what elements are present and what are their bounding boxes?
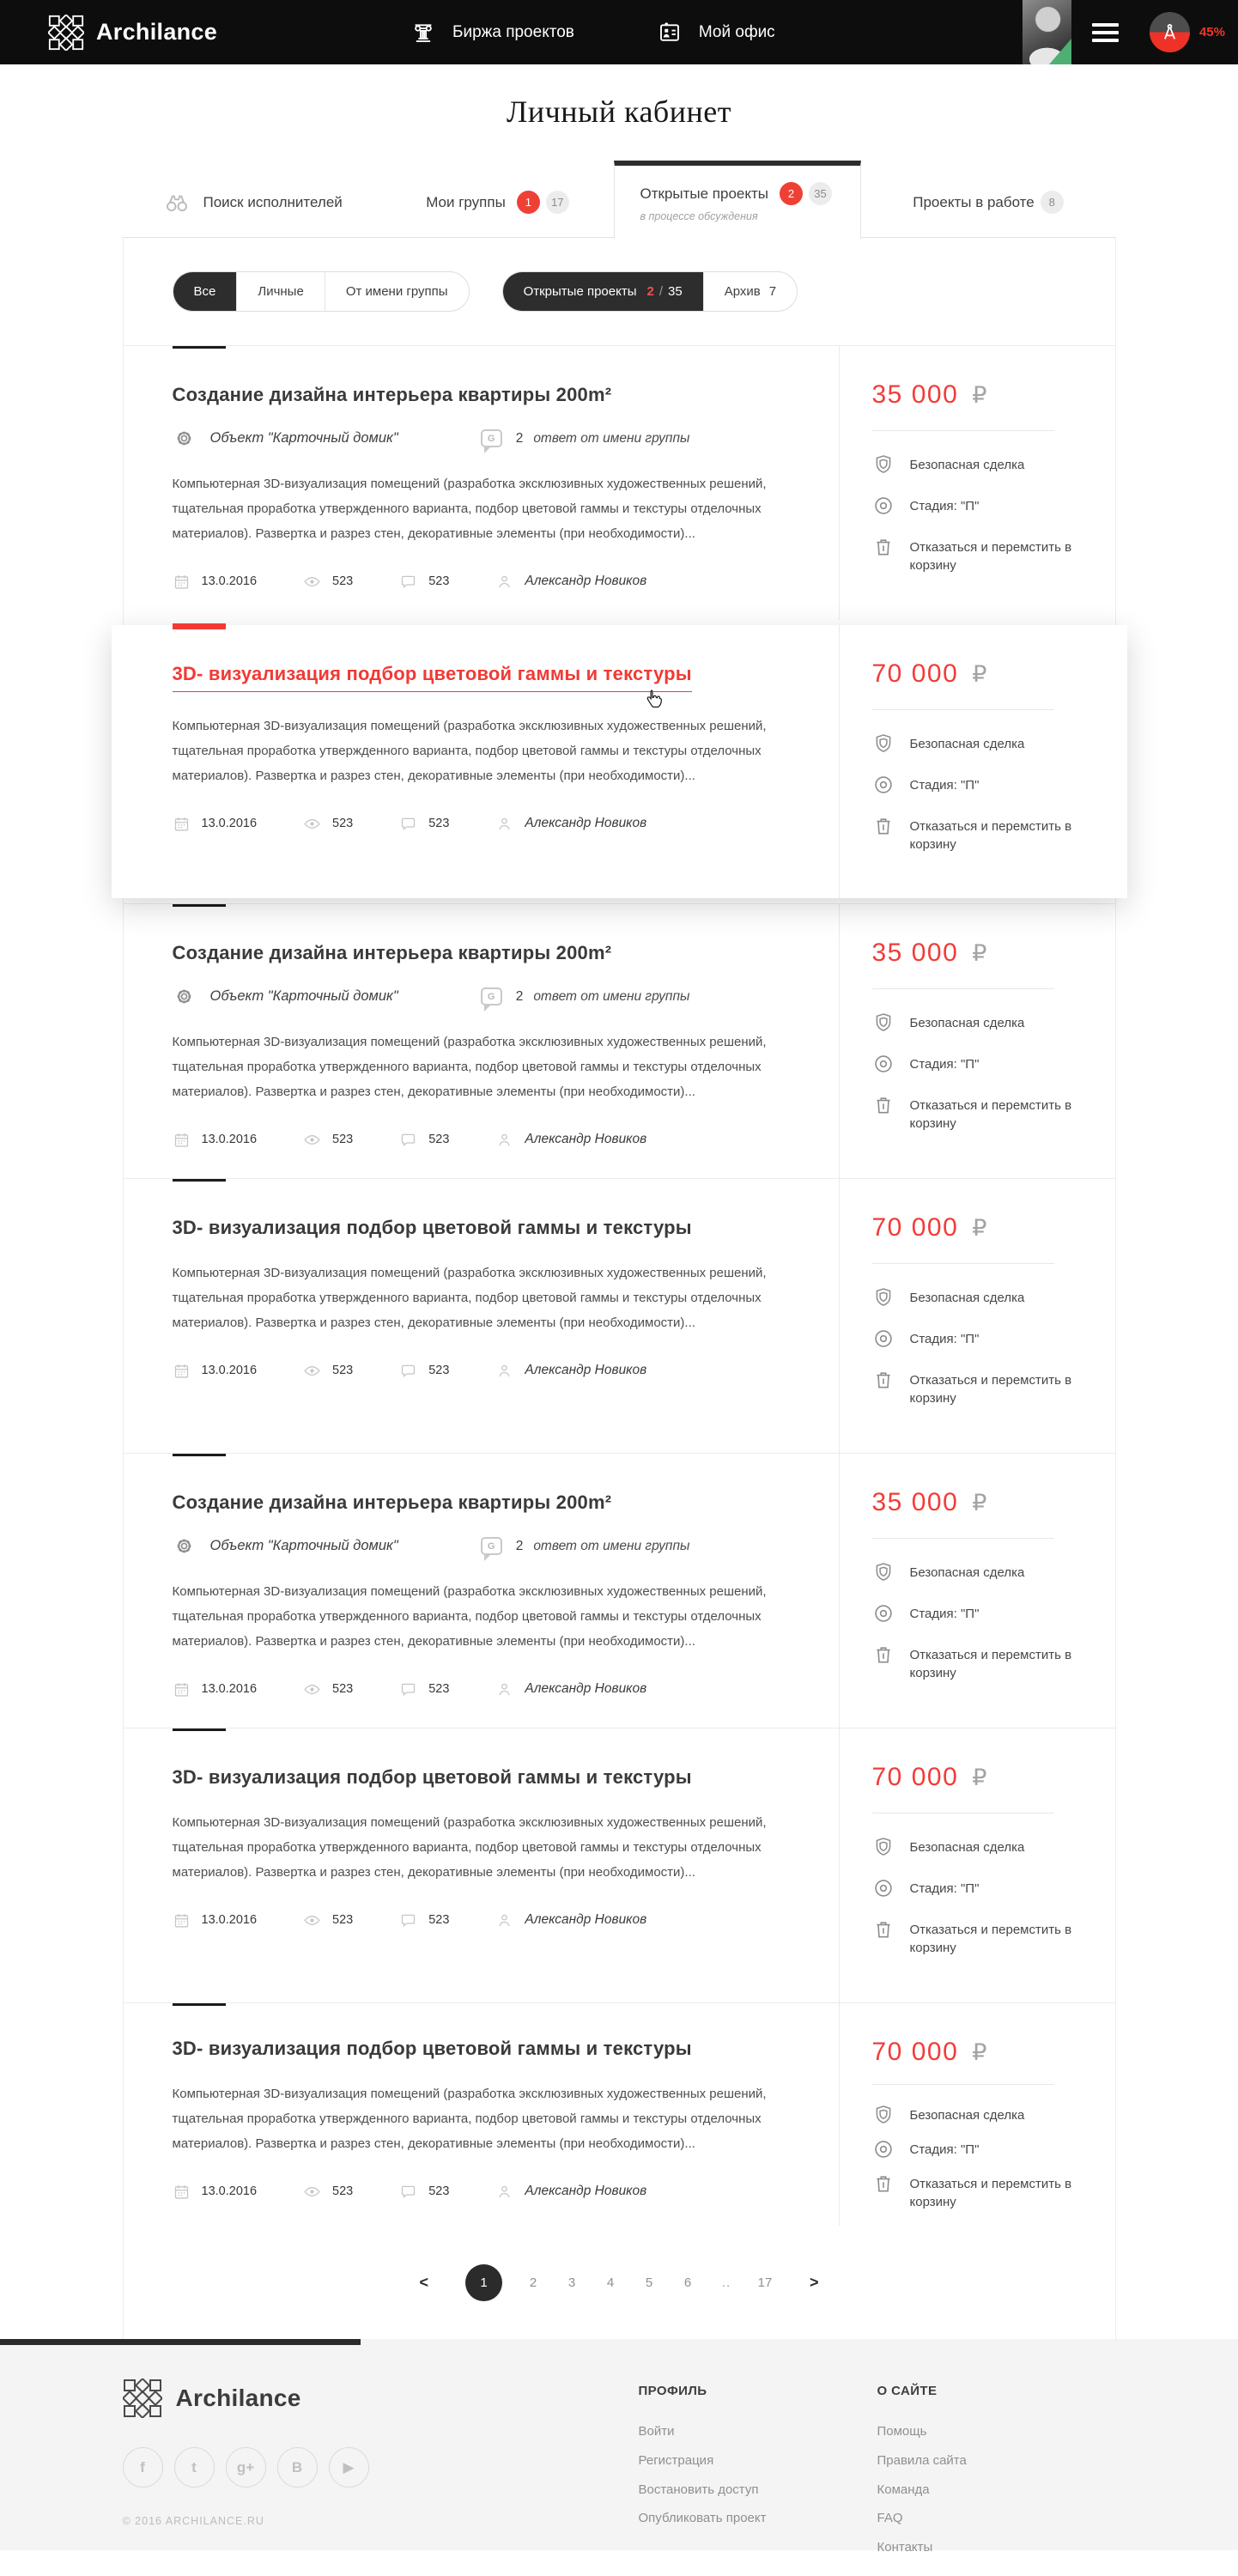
safe-deal bbox=[872, 732, 1093, 755]
stage bbox=[872, 1877, 1081, 1899]
filter-personal[interactable] bbox=[236, 272, 324, 311]
footer-link[interactable]: Команда bbox=[877, 2482, 930, 2497]
safe-deal-label: Безопасная сделка bbox=[909, 458, 1025, 472]
top-header bbox=[0, 0, 1238, 64]
compass-icon bbox=[1158, 21, 1181, 44]
project-price bbox=[872, 659, 1093, 689]
ruble-sign: ₽ bbox=[972, 382, 987, 408]
target-icon bbox=[872, 1877, 895, 1899]
stage-label: Стадия: "П" bbox=[909, 1607, 980, 1621]
ruble-sign: ₽ bbox=[972, 940, 987, 966]
twitter-icon[interactable]: t bbox=[174, 2447, 215, 2488]
tab-label: Поиск исполнителей bbox=[203, 193, 343, 210]
pagination-page-2[interactable]: 2 bbox=[529, 2275, 537, 2290]
price-amount: 70 000 bbox=[871, 1763, 959, 1791]
tab-panel bbox=[123, 238, 1116, 2339]
target-icon bbox=[872, 774, 895, 796]
tab-badge-gray: 8 bbox=[1041, 191, 1064, 214]
footer-link[interactable]: Востановить доступ bbox=[638, 2482, 759, 2497]
project-date: 13.0.2016 bbox=[201, 1133, 258, 1147]
avatar-online-corner bbox=[1049, 39, 1071, 64]
stage bbox=[872, 1327, 1081, 1350]
filter-label: Открытые проекты bbox=[523, 284, 637, 299]
project-object-label: Объект "Карточный домик" bbox=[209, 988, 398, 1004]
person-icon bbox=[495, 1131, 513, 1149]
footer-col-profile-title: ПРОФИЛЬ bbox=[638, 2384, 707, 2398]
shield-icon bbox=[872, 1836, 895, 1858]
project-price bbox=[872, 939, 1081, 968]
footer-link[interactable]: Контакты bbox=[877, 2540, 933, 2555]
reply-count: 2 bbox=[515, 1538, 524, 1553]
group-reply-icon: G bbox=[481, 429, 502, 447]
footer-col-about-title: О САЙТЕ bbox=[877, 2384, 938, 2398]
stage bbox=[872, 1602, 1081, 1625]
nav-project-exchange-label: Биржа проектов bbox=[452, 22, 574, 41]
profile-progress-badge[interactable] bbox=[1150, 12, 1190, 52]
reply-label: ответ от имени группы bbox=[533, 1538, 690, 1553]
pagination-ellipsis[interactable]: .. bbox=[721, 2275, 731, 2290]
target-icon bbox=[872, 1602, 895, 1625]
footer-link-columns bbox=[639, 2379, 1116, 2562]
stage-label: Стадия: "П" bbox=[909, 1332, 980, 1346]
gear-icon bbox=[173, 985, 196, 1008]
project-title[interactable]: Создание дизайна интерьера квартиры 200m² bbox=[172, 1492, 612, 1513]
safe-deal-label: Безопасная сделка bbox=[909, 1016, 1025, 1030]
copyright: © 2016 ARCHILANCE.RU bbox=[122, 2515, 264, 2527]
price-amount: 35 000 bbox=[871, 939, 959, 967]
remove-to-trash[interactable] bbox=[872, 1643, 1081, 1682]
group-reply-icon: G bbox=[481, 987, 502, 1005]
target-icon bbox=[872, 2138, 895, 2160]
ruble-sign: ₽ bbox=[972, 1490, 987, 1516]
ruble-sign: ₽ bbox=[972, 1765, 987, 1790]
mouse-cursor-icon bbox=[642, 687, 665, 710]
remove-to-trash-label: Отказаться и перемстить в корзину bbox=[909, 1648, 1072, 1680]
filter-label: Личные bbox=[258, 284, 304, 299]
comment-icon bbox=[399, 2183, 417, 2201]
project-description: Компьютерная 3D-визуализация помещений (разработка эксклюзивных художественных решений, тщательная проработка утвержденного варианта, подбор цветовой гаммы и текстуры отделочных материалов). Развертка и разрез стен, декоративные элементы (при необходимости)... bbox=[172, 477, 767, 541]
stage bbox=[872, 2138, 1081, 2160]
comment-icon bbox=[399, 1362, 417, 1380]
calendar-icon bbox=[173, 1362, 191, 1380]
project-author: Александр Новиков bbox=[525, 1363, 647, 1378]
project-description: Компьютерная 3D-визуализация помещений (разработка эксклюзивных художественных решений, тщательная проработка утвержденного варианта, подбор цветовой гаммы и текстуры отделочных материалов). Развертка и разрез стен, декоративные элементы (при необходимости)... bbox=[172, 2087, 767, 2151]
comment-icon bbox=[399, 1680, 417, 1698]
project-author: Александр Новиков bbox=[525, 574, 647, 589]
remove-to-trash[interactable] bbox=[872, 536, 1081, 574]
filter-count-red: 2 bbox=[646, 284, 654, 299]
tab-label: Мои группы bbox=[426, 193, 506, 210]
filter-count-total: 35 bbox=[668, 284, 683, 299]
reply-label: ответ от имени группы bbox=[533, 430, 690, 446]
project-author: Александр Новиков bbox=[525, 1132, 647, 1147]
views-count: 523 bbox=[332, 1133, 354, 1147]
pagination-next[interactable]: > bbox=[810, 2273, 819, 2291]
footer-link[interactable]: Войти bbox=[638, 2424, 675, 2439]
reply-count: 2 bbox=[515, 988, 524, 1004]
project-title[interactable]: 3D- визуализация подбор цветовой гаммы и текстуры bbox=[172, 1766, 692, 1788]
footer-col-profile bbox=[639, 2379, 877, 2562]
filter-label: Архив bbox=[724, 284, 761, 299]
comment-icon bbox=[399, 815, 417, 833]
youtube-icon[interactable]: ▶ bbox=[329, 2447, 369, 2488]
views-count: 523 bbox=[332, 574, 354, 589]
person-icon bbox=[495, 1911, 513, 1929]
remove-to-trash-label: Отказаться и перемстить в корзину bbox=[909, 819, 1072, 852]
filter-label: Все bbox=[193, 284, 216, 299]
price-amount: 70 000 bbox=[871, 659, 959, 688]
comment-icon bbox=[399, 1131, 417, 1149]
gear-icon bbox=[173, 427, 196, 450]
filter-count: 7 bbox=[768, 284, 777, 299]
footer-link[interactable]: FAQ bbox=[877, 2511, 903, 2526]
comment-icon bbox=[399, 1911, 417, 1929]
price-amount: 35 000 bbox=[871, 1488, 959, 1516]
comments-count: 523 bbox=[428, 817, 450, 831]
remove-to-trash[interactable] bbox=[872, 1918, 1081, 1957]
tab-label: Открытые проекты bbox=[640, 185, 769, 202]
footer bbox=[0, 2339, 1238, 2555]
id-card-icon bbox=[657, 20, 683, 46]
comments-count: 523 bbox=[428, 2184, 450, 2199]
calendar-icon bbox=[173, 2183, 191, 2201]
views-count: 523 bbox=[332, 1364, 354, 1378]
project-card bbox=[124, 903, 1115, 1178]
tab-bar bbox=[123, 167, 1116, 238]
person-icon bbox=[495, 2183, 513, 2201]
comments-count: 523 bbox=[428, 1913, 450, 1928]
project-card bbox=[124, 345, 1115, 620]
safe-deal bbox=[872, 1836, 1081, 1858]
shield-icon bbox=[872, 1286, 895, 1309]
ruble-sign: ₽ bbox=[972, 1215, 987, 1241]
person-icon bbox=[495, 1362, 513, 1380]
project-card bbox=[112, 625, 1127, 898]
remove-to-trash-label: Отказаться и перемстить в корзину bbox=[909, 1923, 1072, 1955]
trash-icon bbox=[872, 1369, 895, 1391]
stage-label: Стадия: "П" bbox=[909, 1881, 980, 1896]
brand-name: Archilance bbox=[96, 19, 218, 45]
project-card bbox=[124, 2002, 1115, 2226]
shield-icon bbox=[872, 2104, 895, 2126]
trash-icon bbox=[872, 1918, 895, 1941]
hamburger-menu-icon[interactable] bbox=[1092, 23, 1119, 42]
project-price bbox=[872, 1213, 1081, 1242]
tab-badge-gray: 17 bbox=[546, 191, 569, 214]
stage bbox=[872, 1053, 1081, 1075]
project-title[interactable]: Создание дизайна интерьера квартиры 200m² bbox=[172, 942, 612, 963]
nav-my-office[interactable] bbox=[657, 20, 775, 46]
calendar-icon bbox=[173, 1680, 191, 1698]
comment-icon bbox=[399, 573, 417, 591]
remove-to-trash[interactable] bbox=[872, 2172, 1081, 2211]
reply-count: 2 bbox=[515, 430, 524, 446]
remove-to-trash[interactable] bbox=[872, 815, 1093, 854]
tab-badge-gray: 35 bbox=[809, 182, 832, 205]
tab-badge-red: 1 bbox=[517, 191, 540, 214]
target-icon bbox=[872, 495, 895, 517]
project-author: Александр Новиков bbox=[525, 1681, 647, 1697]
safe-deal bbox=[872, 1561, 1081, 1583]
stage-label: Стадия: "П" bbox=[909, 2142, 980, 2157]
footer-col-about bbox=[877, 2379, 1116, 2562]
top-nav bbox=[410, 20, 775, 46]
price-amount: 70 000 bbox=[871, 1213, 959, 1242]
project-title[interactable]: Создание дизайна интерьера квартиры 200m² bbox=[172, 384, 612, 405]
project-object-label: Объект "Карточный домик" bbox=[209, 430, 398, 446]
reply-label: ответ от имени группы bbox=[533, 988, 690, 1004]
safe-deal bbox=[872, 2104, 1081, 2126]
remove-to-trash[interactable] bbox=[872, 1369, 1081, 1407]
ruble-sign: ₽ bbox=[972, 2039, 987, 2065]
page-title-section bbox=[0, 64, 1238, 167]
gear-icon bbox=[173, 1534, 196, 1558]
pagination-page-1[interactable]: 1 bbox=[465, 2264, 502, 2301]
calendar-icon bbox=[173, 815, 191, 833]
archilance-logo-icon bbox=[123, 2379, 162, 2418]
tab-sublabel: в процессе обсуждения bbox=[640, 210, 758, 222]
trash-icon bbox=[872, 1643, 895, 1666]
eye-icon bbox=[303, 1362, 321, 1380]
project-object-label: Объект "Карточный домик" bbox=[209, 1538, 398, 1553]
pagination-page-4[interactable]: 4 bbox=[606, 2275, 615, 2290]
group-reply-icon: G bbox=[481, 1537, 502, 1555]
eye-icon bbox=[303, 1131, 321, 1149]
google-plus-icon[interactable]: g+ bbox=[226, 2447, 266, 2488]
remove-to-trash-label: Отказаться и перемстить в корзину bbox=[909, 1098, 1072, 1131]
filter-on-behalf-of-group[interactable] bbox=[325, 272, 469, 311]
remove-to-trash-label: Отказаться и перемстить в корзину bbox=[909, 1373, 1072, 1406]
project-date: 13.0.2016 bbox=[201, 574, 258, 589]
stage bbox=[872, 495, 1081, 517]
footer-brand-name: Archilance bbox=[175, 2385, 301, 2411]
trash-icon bbox=[872, 815, 895, 837]
project-date: 13.0.2016 bbox=[201, 1682, 258, 1697]
pagination-prev[interactable]: < bbox=[419, 2273, 428, 2291]
footer-link[interactable]: Опубликовать проект bbox=[638, 2511, 767, 2526]
tab-my-groups[interactable] bbox=[382, 167, 614, 237]
views-count: 523 bbox=[332, 1913, 354, 1928]
nav-my-office-label: Мой офис bbox=[698, 22, 775, 41]
project-card bbox=[124, 1453, 1115, 1728]
project-price bbox=[872, 1763, 1081, 1792]
project-date: 13.0.2016 bbox=[201, 1364, 258, 1378]
project-title[interactable]: 3D- визуализация подбор цветовой гаммы и текстуры bbox=[173, 663, 692, 692]
project-author: Александр Новиков bbox=[525, 816, 647, 831]
footer-link[interactable]: Регистрация bbox=[638, 2452, 714, 2468]
ruble-sign: ₽ bbox=[972, 661, 987, 687]
tab-projects-in-work[interactable] bbox=[861, 167, 1116, 237]
social-links bbox=[123, 2447, 639, 2488]
project-card bbox=[124, 1178, 1115, 1453]
stage bbox=[872, 774, 1093, 796]
target-icon bbox=[872, 1327, 895, 1350]
project-date: 13.0.2016 bbox=[201, 1913, 258, 1928]
project-list bbox=[124, 345, 1115, 2226]
project-description: Компьютерная 3D-визуализация помещений (разработка эксклюзивных художественных решений, тщательная проработка утвержденного варианта, подбор цветовой гаммы и текстуры отделочных материалов). Развертка и разрез стен, декоративные элементы (при необходимости)... bbox=[172, 719, 767, 783]
safe-deal-label: Безопасная сделка bbox=[909, 2108, 1025, 2123]
comments-count: 523 bbox=[428, 1682, 450, 1697]
footer-top-bar bbox=[0, 2339, 361, 2345]
behance-icon[interactable]: B bbox=[277, 2447, 318, 2488]
shield-icon bbox=[872, 1012, 895, 1034]
profile-progress-value: 45% bbox=[1199, 25, 1225, 39]
target-icon bbox=[872, 1053, 895, 1075]
pagination-page-3[interactable]: 3 bbox=[567, 2275, 576, 2290]
project-description: Компьютерная 3D-визуализация помещений (разработка эксклюзивных художественных решений, тщательная проработка утвержденного варианта, подбор цветовой гаммы и текстуры отделочных материалов). Развертка и разрез стен, декоративные элементы (при необходимости)... bbox=[172, 1266, 767, 1330]
comments-count: 523 bbox=[428, 1133, 450, 1147]
safe-deal-label: Безопасная сделка bbox=[909, 737, 1025, 751]
project-price bbox=[872, 380, 1081, 410]
project-card bbox=[124, 1728, 1115, 2002]
archilance-logo-icon bbox=[48, 15, 84, 51]
safe-deal-label: Безопасная сделка bbox=[909, 1840, 1025, 1855]
project-date: 13.0.2016 bbox=[201, 817, 258, 831]
project-author: Александр Новиков bbox=[525, 1912, 647, 1928]
safe-deal bbox=[872, 1286, 1081, 1309]
shield-icon bbox=[872, 1561, 895, 1583]
avatar[interactable] bbox=[1023, 0, 1071, 64]
brand-logo[interactable] bbox=[48, 15, 217, 51]
remove-to-trash-label: Отказаться и перемстить в корзину bbox=[909, 540, 1072, 573]
binoculars-icon bbox=[164, 190, 190, 216]
page-title: Личный кабинет bbox=[507, 94, 731, 129]
shield-icon bbox=[872, 732, 895, 755]
project-date: 13.0.2016 bbox=[201, 2184, 258, 2199]
price-amount: 70 000 bbox=[871, 2038, 959, 2066]
remove-to-trash[interactable] bbox=[872, 1094, 1081, 1133]
eye-icon bbox=[303, 815, 321, 833]
nav-project-exchange[interactable] bbox=[410, 20, 574, 46]
views-count: 523 bbox=[332, 1682, 354, 1697]
safe-deal-label: Безопасная сделка bbox=[909, 1291, 1025, 1305]
filter-open-projects[interactable]: Открытые проекты 2 / 35 bbox=[503, 272, 703, 311]
filter-group bbox=[173, 271, 470, 312]
safe-deal-label: Безопасная сделка bbox=[909, 1565, 1025, 1580]
project-author: Александр Новиков bbox=[525, 2184, 647, 2199]
project-description: Компьютерная 3D-визуализация помещений (разработка эксклюзивных художественных решений, тщательная проработка утвержденного варианта, подбор цветовой гаммы и текстуры отделочных материалов). Развертка и разрез стен, декоративные элементы (при необходимости)... bbox=[172, 1035, 767, 1099]
eye-icon bbox=[303, 1911, 321, 1929]
safe-deal bbox=[872, 453, 1081, 476]
remove-to-trash-label: Отказаться и перемстить в корзину bbox=[909, 2177, 1072, 2209]
tab-open-projects[interactable] bbox=[614, 161, 861, 239]
pagination-page-5[interactable]: 5 bbox=[645, 2275, 653, 2290]
trash-icon bbox=[872, 536, 895, 558]
facebook-icon[interactable]: f bbox=[123, 2447, 163, 2488]
calendar-icon bbox=[173, 573, 191, 591]
tab-label: Проекты в работе bbox=[913, 193, 1035, 210]
eye-icon bbox=[303, 573, 321, 591]
footer-brand[interactable] bbox=[123, 2379, 639, 2418]
project-title[interactable]: 3D- визуализация подбор цветовой гаммы и текстуры bbox=[172, 1217, 692, 1238]
trash-icon bbox=[872, 2172, 895, 2195]
person-icon bbox=[495, 1680, 513, 1698]
project-description: Компьютерная 3D-визуализация помещений (разработка эксклюзивных художественных решений, тщательная проработка утвержденного варианта, подбор цветовой гаммы и текстуры отделочных материалов). Развертка и разрез стен, декоративные элементы (при необходимости)... bbox=[172, 1815, 767, 1880]
filter-all[interactable] bbox=[173, 272, 237, 311]
project-title[interactable]: 3D- визуализация подбор цветовой гаммы и текстуры bbox=[172, 2038, 692, 2059]
price-amount: 35 000 bbox=[871, 380, 959, 409]
filter-bar bbox=[124, 238, 1115, 345]
pagination bbox=[124, 2226, 1115, 2339]
stage-label: Стадия: "П" bbox=[909, 499, 980, 513]
calendar-icon bbox=[173, 1131, 191, 1149]
footer-link[interactable]: Правила сайта bbox=[877, 2452, 967, 2468]
tab-badge-red: 2 bbox=[780, 182, 803, 205]
calendar-icon bbox=[173, 1911, 191, 1929]
pagination-page-17[interactable]: 17 bbox=[757, 2275, 773, 2290]
person-icon bbox=[495, 573, 513, 591]
comments-count: 523 bbox=[428, 574, 450, 589]
views-count: 523 bbox=[332, 2184, 354, 2199]
project-price bbox=[872, 2038, 1081, 2067]
filter-label: От имени группы bbox=[345, 284, 448, 299]
person-icon bbox=[495, 815, 513, 833]
header-right-cluster bbox=[1023, 0, 1238, 64]
column-icon bbox=[410, 20, 436, 46]
project-description: Компьютерная 3D-визуализация помещений (разработка эксклюзивных художественных решений, тщательная проработка утвержденного варианта, подбор цветовой гаммы и текстуры отделочных материалов). Развертка и разрез стен, декоративные элементы (при необходимости)... bbox=[172, 1584, 767, 1649]
shield-icon bbox=[872, 453, 895, 476]
filter-archive[interactable] bbox=[703, 272, 797, 311]
pagination-page-6[interactable]: 6 bbox=[683, 2275, 692, 2290]
trash-icon bbox=[872, 1094, 895, 1116]
footer-link[interactable]: Помощь bbox=[877, 2424, 927, 2439]
filter-group bbox=[502, 271, 798, 312]
project-price bbox=[872, 1488, 1081, 1517]
views-count: 523 bbox=[332, 817, 354, 831]
safe-deal bbox=[872, 1012, 1081, 1034]
comments-count: 523 bbox=[428, 1364, 450, 1378]
stage-label: Стадия: "П" bbox=[909, 778, 980, 793]
eye-icon bbox=[303, 2183, 321, 2201]
eye-icon bbox=[303, 1680, 321, 1698]
tab-search-performers[interactable] bbox=[123, 167, 382, 237]
stage-label: Стадия: "П" bbox=[909, 1057, 980, 1072]
